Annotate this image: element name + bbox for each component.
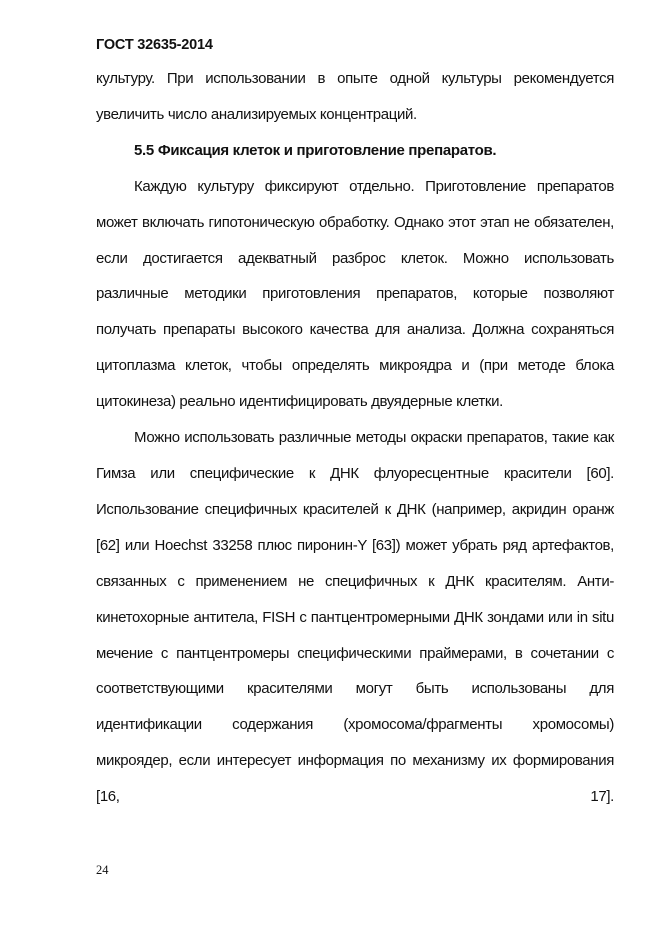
paragraph-staining: Можно использовать различные методы окраски препаратов, такие как Гимза или специфические к ДНК флуоресцентные красители [60]. Использование специфичных красителей к ДНК (например, акридин оранж [62] или Hoechst 33258 плюс пиронин-Y [63]) может убрать ряд артефактов, связанных с применением не специфичных к ДНК красителям. Анти-кинетохорные антитела, FISH с пантцентромерными ДНК зондами или in situ мечение с пантцентромеры специфическими праймерами, в сочетании с соответствующими красителями могут быть использованы для идентификации содержания (хромосома/фрагменты хромосомы) микроядер, если интересует информация по механизму их формирования [16, 17]. [96,429,614,806]
section-heading: 5.5 Фиксация клеток и приготовление препаратов. [134,141,497,159]
paragraph-fixation: Каждую культуру фиксируют отдельно. Приготовление препаратов может включать гипотоническую обработку. Однако этот этап не обязателен, если достигается адекватный разброс клеток. Можно использовать различные методики приготовления препаратов, которые позволяют получать препараты высокого качества для анализа. Должна сохраняться цитоплазма клеток, чтобы определять микроядра и (при методе блока цитокинеза) реально идентифицировать двуядерные клетки. [96,177,614,411]
document-header: ГОСТ 32635-2014 [96,37,213,53]
document-body [96,61,614,815]
page-number: 24 [96,863,109,877]
paragraph-continuation: культуру. При использовании в опыте одной культуры рекомендуется увеличить число анализируемых концентраций. [96,70,614,123]
